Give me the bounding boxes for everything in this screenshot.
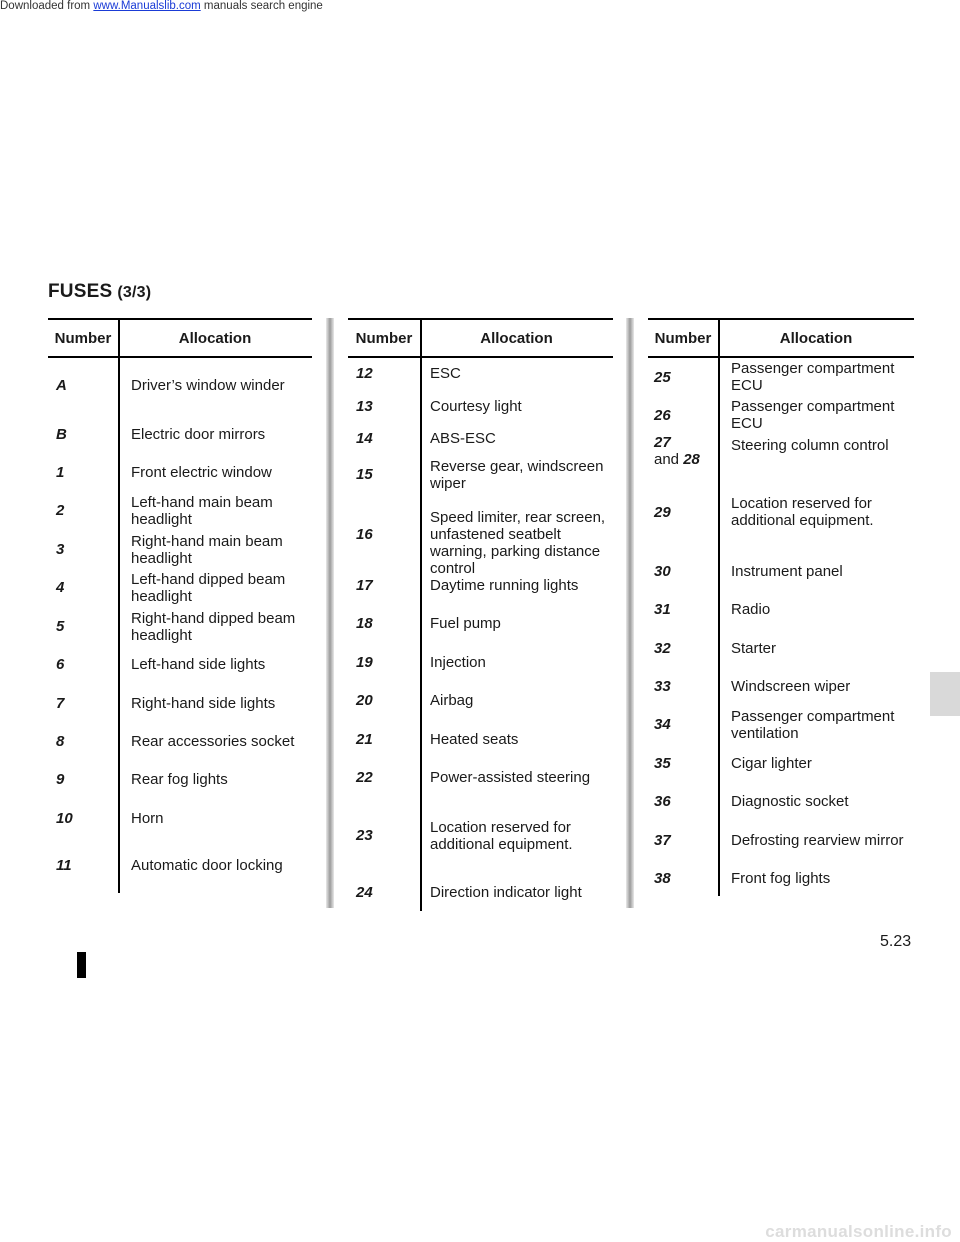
fuse-allocation: Fuel pump [430,615,501,632]
fuse-number: 13 [356,398,373,415]
fuse-allocation: Left-hand dipped beam headlight [131,571,286,605]
fuse-number: 15 [356,466,373,483]
column-divider [718,318,720,896]
fuse-allocation: Steering column control [731,437,889,454]
header-allocation: Allocation [178,330,252,347]
fuse-number: 37 [654,832,671,849]
header-suffix: manuals search engine [203,0,323,12]
page-number: 5.23 [880,933,912,950]
fuse-number: A [56,377,67,394]
fuse-allocation: Radio [731,601,771,618]
header-allocation: Allocation [480,330,553,347]
manualslib-link[interactable]: www.Manualslib.com [93,0,201,12]
fuse-number: 22 [356,769,373,786]
fuse-number: 25 [654,369,671,386]
fuse-number: 12 [356,365,373,382]
fuse-allocation: Reverse gear, windscreen wiper [430,458,604,492]
column-header-rule [348,356,613,358]
title-part-indicator: (3/3) [117,284,152,301]
fuse-number: 36 [654,793,671,810]
fuse-allocation: Horn [131,810,164,827]
fuse-number: 23 [356,827,373,844]
fuse-allocation: Right-hand main beam headlight [131,533,283,567]
fuse-number: 10 [56,810,73,827]
fuse-number-extra: 28 [683,451,700,468]
page-marker-bar [77,952,86,978]
fuse-allocation: Passenger compartment ventilation [731,708,895,742]
fuse-allocation: Driver’s window winder [131,377,285,394]
fuse-number-and: and [654,451,680,468]
fuse-allocation: Defrosting rearview mirror [731,832,904,849]
fuse-number: 26 [654,407,671,424]
fuse-number: 19 [356,654,373,671]
header-prefix: Downloaded from [0,0,91,12]
fuse-number: 18 [356,615,373,632]
fuse-allocation: Cigar lighter [731,755,812,772]
fuse-number: 2 [56,502,65,519]
fuse-allocation: Rear accessories socket [131,733,295,750]
fuse-allocation: Diagnostic socket [731,793,849,810]
fuse-allocation: Location reserved for additional equipment. [731,495,874,529]
header-number: Number [654,330,712,347]
fuse-allocation: Passenger compartment ECU [731,360,895,394]
fuse-number: 35 [654,755,671,772]
page-title [48,281,151,303]
fuse-allocation: Injection [430,654,486,671]
fuse-allocation: Right-hand side lights [131,695,276,712]
fuse-number: 7 [56,695,65,712]
fuse-allocation: Passenger compartment ECU [731,398,895,432]
fuse-number: 24 [356,884,373,901]
fuse-number: 32 [654,640,671,657]
fuse-number: 11 [56,857,72,874]
fuse-allocation: ESC [430,365,461,382]
fuse-number: 29 [654,504,671,521]
fuse-number: 14 [356,430,373,447]
fuse-number: 21 [356,731,373,748]
fuse-allocation: Windscreen wiper [731,678,851,695]
fuse-allocation: Heated seats [430,731,519,748]
column-header-rule [48,356,312,358]
fuse-number: 4 [56,579,65,596]
fuse-allocation: Left-hand side lights [131,656,266,673]
column-divider [420,318,422,911]
fuse-number: 17 [356,577,373,594]
fuse-number-primary: 27 [654,434,671,451]
fuse-number [654,434,700,468]
column-separator-1 [326,318,334,908]
fuse-number: 6 [56,656,65,673]
header-number: Number [355,330,413,347]
column-separator-2 [626,318,634,908]
column-divider [118,318,120,893]
fuse-number: 16 [356,526,373,543]
fuse-allocation: Rear fog lights [131,771,228,788]
fuse-number: 33 [654,678,671,695]
fuse-allocation: Direction indicator light [430,884,582,901]
fuse-allocation: Front electric window [131,464,272,481]
column-header-rule [648,356,914,358]
header-allocation: Allocation [779,330,853,347]
watermark-text: carmanualsonline.info [765,1222,952,1241]
fuse-number: B [56,426,67,443]
fuse-allocation: Power-assisted steering [430,769,591,786]
fuse-number: 3 [56,541,65,558]
fuse-number: 5 [56,618,65,635]
fuse-allocation: Electric door mirrors [131,426,266,443]
fuse-allocation: Speed limiter, rear screen, unfastened seatbelt warning, parking distance control [430,509,606,577]
fuse-number: 1 [56,464,65,481]
fuse-allocation: Instrument panel [731,563,843,580]
header-number: Number [54,330,112,347]
fuse-allocation: Airbag [430,692,474,709]
fuse-allocation: Courtesy light [430,398,522,415]
fuse-number: 9 [56,771,65,788]
fuse-allocation: Location reserved for additional equipment. [430,819,573,853]
fuse-allocation: Daytime running lights [430,577,579,594]
fuse-allocation: Left-hand main beam headlight [131,494,273,528]
fuse-allocation: ABS-ESC [430,430,496,447]
title-main: FUSES [48,281,113,302]
column-top-rule [48,318,312,320]
fuse-allocation: Front fog lights [731,870,831,887]
fuse-number: 30 [654,563,671,580]
column-top-rule [648,318,914,320]
column-top-rule [348,318,613,320]
fuse-number: 31 [654,601,671,618]
fuse-number: 34 [654,716,671,733]
fuse-number: 8 [56,733,65,750]
fuse-number: 38 [654,870,671,887]
fuse-allocation: Right-hand dipped beam headlight [131,610,296,644]
fuse-number-secondary [654,451,700,468]
download-header [0,0,323,12]
chapter-tab [930,672,960,716]
fuse-allocation: Starter [731,640,777,657]
fuse-number: 20 [356,692,373,709]
fuse-allocation: Automatic door locking [131,857,283,874]
